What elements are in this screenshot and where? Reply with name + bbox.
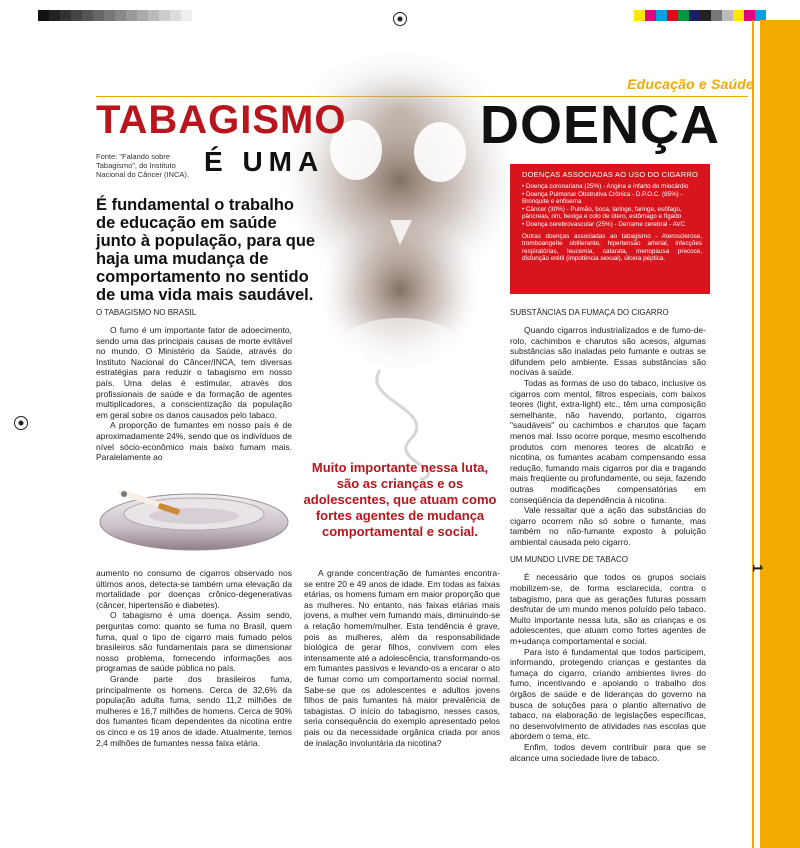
paragraph: Quando cigarros industrializados e de fumo-de-rolo, cachimbos e charutos são acesos, algumas substâncias são inaladas pelo fumante e outras se difundem pelo ambiente. Essas substâncias são nocivas à saúde. (510, 325, 706, 378)
paragraph: Todas as formas de uso do tabaco, inclusive os cigarros com mentol, filtros especiais, com baixos teores (light, extra-light) etc., têm uma composição semelhante, não havendo, portanto, cigarros "saudáveis" ou cachimbos e charutos que façam menos mal. Isso ocorre porque, mesmo escolhendo produtos com menores teores de alcatrão e nicotina, os fumantes acabam compensando essa redução, fumando mais cigarros por dia e tragando mais freqüente ou profundamente, ou seja, fazendo outras modificações compensatórias em conseqüência da dependência à nicotina. (510, 377, 706, 505)
column-2 (304, 568, 500, 748)
heading-tabagismo-brasil: O TABAGISMO NO BRASIL (96, 308, 197, 317)
registration-mark-left (14, 416, 28, 430)
column-1-top (96, 308, 292, 463)
paragraph: Vale ressaltar que a ação das substâncias do cigarro ocorrem não só sobre o fumante, mas também no não-fumante exposto à poluição ambiental causada pelo cigarro. (510, 505, 706, 547)
diseases-box-title: DOENÇAS ASSOCIADAS AO USO DO CIGARRO (522, 170, 698, 179)
column-1-bottom (96, 568, 292, 748)
page-number: 1 (750, 564, 767, 572)
title-e-uma: É UMA (204, 146, 325, 177)
paragraph: Enfim, todos devem contribuir para que se alcance uma sociedade livre de tabaco. (510, 741, 706, 763)
title-doenca: DOENÇA (480, 95, 721, 155)
paragraph: A proporção de fumantes em nosso país é de aproximadamente 24%, sendo que os indivíduos de nível sócio-econômico mais baixo fumam mais. Paralelamente ao (96, 420, 292, 463)
diseases-box (510, 164, 710, 294)
paragraph: aumento no consumo de cigarros observado nos últimos anos, detecta-se também uma elevação da mortalidade por doenças crônico-degenerativas (câncer, hipertensão e diabetes). (96, 568, 292, 610)
heading-substancias: SUBSTÂNCIAS DA FUMAÇA DO CIGARRO (510, 308, 669, 317)
paragraph: Para isto é fundamental que todos participem, informando, protegendo crianças e gestantes da fumaça do cigarro, criando ambientes livres do fumo, incentivando e apoiando o trabalho dos órgãos de saúde e de lideranças do governo na busca de soluções para o plantio alternativo de tabaco, na elaboração de legislações específicas, no desenvolvimento de atividades nas escolas que abordem o tema, etc. (510, 646, 706, 742)
color-calibration-strip (634, 10, 766, 21)
orange-side-bar (760, 20, 800, 848)
registration-mark-top (393, 12, 407, 26)
disease-item: • Doença Pulmonar Obstrutiva Crônica - D.P.O.C. (85%) - Bronquite e enfisema (522, 190, 683, 206)
orange-side-rule (752, 20, 754, 848)
paragraph: O tabagismo é uma doença. Assim sendo, perguntas como: quanto se fuma no Brasil, quem fuma, qual o tipo de cigarro mais fumado pelos brasileiros são fundamentais para se dimensionar nosso problema, fornecendo informações aos programas de saúde pública no país. (96, 610, 292, 674)
pull-quote: Muito importante nessa luta, são as crianças e os adolescentes, que atuam como fortes agentes de mudança comportamental e social. (303, 460, 497, 539)
paragraph: É necessário que todos os grupos sociais mobilizem-se, de forma esclarecida, contra o tabagismo, para que as gerações futuras possam desfrutar de um mundo menos poluído pelo tabaco. Muito importante nessa luta, são as crianças e os adolescentes, que atuam como fortes agentes de m+udança comportamental e social. (510, 572, 706, 647)
source-credit: Fonte: "Falando sobre Tabagismo", do Instituto Nacional do Câncer (INCA). (96, 152, 189, 179)
paragraph: O fumo é um importante fator de adoecimento, sendo uma das principais causas de morte evitável no mundo. O Ministério da Saúde, através do Instituto Nacional do Câncer/INCA, tem diversas estratégias para reduzir o tabagismo em nosso país. Uma delas é estimular, através dos profissionais de saúde e da formação de agentes multiplicadores, a conscientização da população em geral sobre os danos causados pelo tabaco. (96, 325, 292, 420)
column-3 (510, 308, 706, 763)
disease-item: • Doença coronariana (25%) - Angina e infarto do miocárdio (522, 183, 689, 190)
paragraph: A grande concentração de fumantes encontra-se entre 20 e 49 anos de idade. Em todas as faixas etárias, os homens fumam em maior proporção que as mulheres. No entanto, nas faixas etárias mais jovens, a mulher vem fumando mais, diminuindo-se a relação homem/mulher. Esta tendência é grave, pois as mulheres, além da responsabilidade biológica de gerar filhos, convivem com eles intensamente até a adolescência, transformando-os em fumantes passivos e levando-os a encarar o ato de fumar como um comportamento social normal. Sabe-se que os adolescentes e adultos jovens filhos de pais fumantes há maior prevalência de tabagistas. O início do tabagismo, nesses casos, seria consequência do exemplo apresentado pelos pais ou da necessidade orgânica criada por anos de inalação involuntária da nicotina? (304, 568, 500, 748)
heading-mundo-livre: UM MUNDO LIVRE DE TABACO (510, 555, 628, 565)
ashtray-image (96, 470, 292, 556)
lead-paragraph: É fundamental o trabalho de educação em saúde junto à população, para que haja uma mudança de comportamento no sentido de uma vida mais saudável. (96, 196, 316, 304)
gray-calibration-strip (38, 10, 192, 21)
paragraph: Grande parte dos brasileiros fuma, principalmente os homens. Cerca de 32,6% da população adulta fuma, sendo 11,2 milhões de mulheres e 16,7 milhões de homens. Cerca de 90% dos fumantes ficam dependentes da nicotina entre os cinco e os 19 anos de idade. Atualmente, temos 2,4 milhões de fumantes nessa faixa etária. (96, 673, 292, 748)
diseases-note: Outras doenças associadas ao tabagismo - Aterosclerose, tromboangeíte obliterante, hipertensão arterial, infecções respiratórias, leucemia, catarata, menopausa precoce, disfunção erétil (impotência sexual), úlcera péptica. (522, 232, 702, 263)
disease-item: • Câncer (30%) - Pulmão, boca, laringe, faringe, esôfago, pâncreas, rim, bexiga e colo de útero, estômago e fígado (522, 205, 682, 221)
section-tag: Educação e Saúde (627, 76, 754, 92)
title-tabagismo: TABAGISMO (96, 98, 347, 142)
disease-item: • Doença cerebrovascular (25%) - Derrame cerebral - AVC (522, 220, 686, 228)
